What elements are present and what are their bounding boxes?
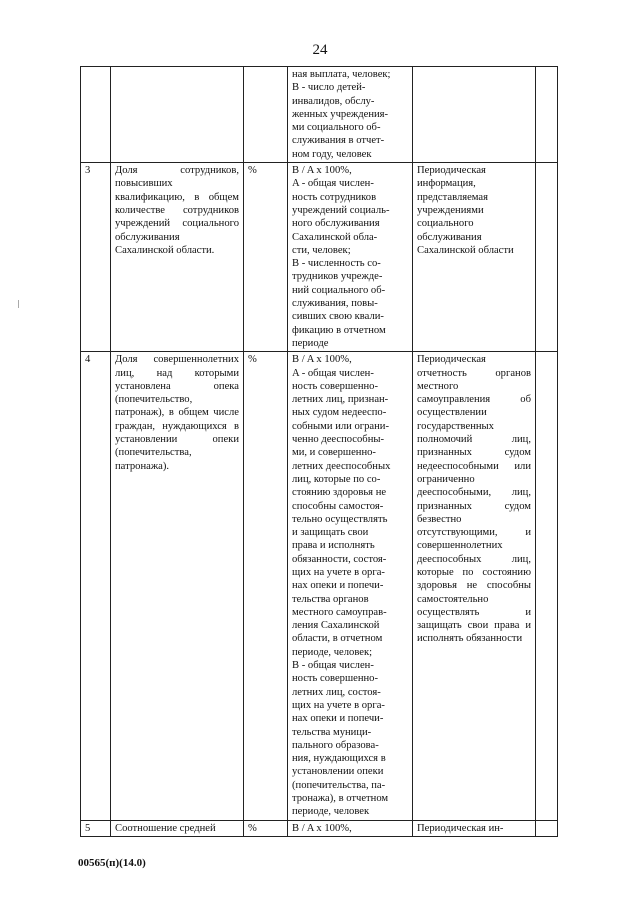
formula-line: учреждений социаль- xyxy=(292,204,390,216)
formula-line: и защищать свои xyxy=(292,527,369,539)
formula-line: обязанности, состоя- xyxy=(292,553,387,565)
table-row xyxy=(81,163,558,352)
indicator-cell: Соотношение средней xyxy=(111,820,244,836)
source-cell: Периодическая информация, представляемая учреждениями социального обслуживания Сахалинской области xyxy=(413,163,536,352)
page-number: 24 xyxy=(312,42,328,58)
formula-line: фикацию в отчетном xyxy=(292,324,386,336)
formula-line: ных судом недееспо- xyxy=(292,407,387,419)
formula-line: инвалидов, обслу- xyxy=(292,95,375,107)
row-number-cell xyxy=(81,67,111,163)
formula-line: местного самоуправ- xyxy=(292,606,387,618)
unit-cell xyxy=(244,67,288,163)
row-number-cell: 5 xyxy=(81,820,111,836)
formula-line: нах опеки и попечи- xyxy=(292,580,384,592)
formula-line: тельно осуществлять xyxy=(292,513,388,525)
formula-line: Сахалинской обла- xyxy=(292,231,378,243)
formula-line: служивания в отчет- xyxy=(292,135,385,147)
formula-line: установлении опеки xyxy=(292,766,384,778)
formula-line: щих на учете в орга- xyxy=(292,566,385,578)
formula-line: женных учреждения- xyxy=(292,108,389,120)
formula-cell xyxy=(288,163,413,352)
row-number-cell: 4 xyxy=(81,352,111,820)
margin-mark xyxy=(18,300,19,308)
formula-line: ний социального об- xyxy=(292,284,386,296)
note-cell xyxy=(536,163,558,352)
note-cell xyxy=(536,67,558,163)
formula-line: A - общая числен- xyxy=(292,367,374,379)
row-number-cell: 3 xyxy=(81,163,111,352)
formula-line: B - численность со- xyxy=(292,258,381,270)
formula-cell xyxy=(288,67,413,163)
document-code: 00565(п)(14.0) xyxy=(78,857,146,869)
formula-line: права и исполнять xyxy=(292,540,375,552)
formula-line: ном году, человек xyxy=(292,148,372,160)
formula-line: способны самостоя- xyxy=(292,500,384,512)
formula-line: B - общая числен- xyxy=(292,660,374,672)
formula-line: щих на учете в орга- xyxy=(292,699,385,711)
formula-line: ная выплата, человек; xyxy=(292,69,391,80)
source-cell xyxy=(413,67,536,163)
formula-line: B - число детей- xyxy=(292,82,366,94)
formula-line: ность сотрудников xyxy=(292,191,377,203)
formula-line: нах опеки и попечи- xyxy=(292,713,384,725)
note-cell xyxy=(536,352,558,820)
formula-line: ления Сахалинской xyxy=(292,620,380,632)
formula-line: тельства органов xyxy=(292,593,369,605)
formula-line: тельства муници- xyxy=(292,726,372,738)
formula-cell xyxy=(288,352,413,820)
formula-line: ми, и совершенно- xyxy=(292,447,376,459)
table-row xyxy=(81,352,558,820)
formula-line: ность совершенно- xyxy=(292,673,379,685)
source-cell: Периодическая отчетность органов местного самоуправления об осуществлении государственных полномочий лиц, признанных судом недееспособными или ограниченно дееспособными, лиц, признанных судом безвестно отсутствующими, и совершеннолетних дееспособных лиц, которые по состоянию здоровья не способны самостоятельно осуществлять и защищать свои права и исполнять обязанности xyxy=(413,352,536,820)
formula-line: собными или ограни- xyxy=(292,420,389,432)
formula-line: стоянию здоровья не xyxy=(292,487,387,499)
formula-line: ченно дееспособны- xyxy=(292,434,385,446)
formula-line: B / A x 100%, xyxy=(292,822,352,834)
indicator-cell: Доля сотрудников, повысивших квалификацию, в общем количестве сотрудников учреждений социального обслуживания Сахалинской области. xyxy=(111,163,244,352)
formula-line: ного обслуживания xyxy=(292,218,380,230)
formula-line: летних лиц, состоя- xyxy=(292,686,381,698)
formula-line: ми социального об- xyxy=(292,122,381,134)
formula-line: области, в отчетном xyxy=(292,633,383,645)
formula-line: сивших свою квали- xyxy=(292,311,384,323)
unit-cell: % xyxy=(244,163,288,352)
indicators-table xyxy=(80,66,558,837)
source-cell: Периодическая ин- xyxy=(413,820,536,836)
formula-line: лиц, которые по со- xyxy=(292,473,381,485)
table-row xyxy=(81,820,558,836)
formula-cell xyxy=(288,820,413,836)
formula-line: служивания, повы- xyxy=(292,298,378,310)
formula-line: летних лиц, признан- xyxy=(292,394,389,406)
formula-line: периоде, человек xyxy=(292,806,370,818)
formula-line: трудников учрежде- xyxy=(292,271,383,283)
indicator-cell xyxy=(111,67,244,163)
formula-line: ность совершенно- xyxy=(292,380,379,392)
formula-line: летних дееспособных xyxy=(292,460,391,472)
formula-line: тронажа), в отчетном xyxy=(292,793,389,805)
formula-line: B / A x 100%, xyxy=(292,165,352,177)
formula-line: A - общая числен- xyxy=(292,178,374,190)
formula-line: периоде, человек; xyxy=(292,646,373,658)
formula-line: ния, нуждающихся в xyxy=(292,753,386,765)
formula-line: периоде xyxy=(292,337,329,349)
indicator-cell: Доля совершеннолетних лиц, над которыми установлена опека (попечительство, патронаж), в общем числе граждан, нуждающихся в установлении опеки (попечительства, патронажа). xyxy=(111,352,244,820)
formula-line: (попечительства, па- xyxy=(292,779,386,791)
unit-cell: % xyxy=(244,820,288,836)
unit-cell: % xyxy=(244,352,288,820)
formula-line: сти, человек; xyxy=(292,244,351,256)
note-cell xyxy=(536,820,558,836)
formula-line: пального образова- xyxy=(292,739,379,751)
table-row xyxy=(81,67,558,163)
formula-line: B / A x 100%, xyxy=(292,354,352,366)
